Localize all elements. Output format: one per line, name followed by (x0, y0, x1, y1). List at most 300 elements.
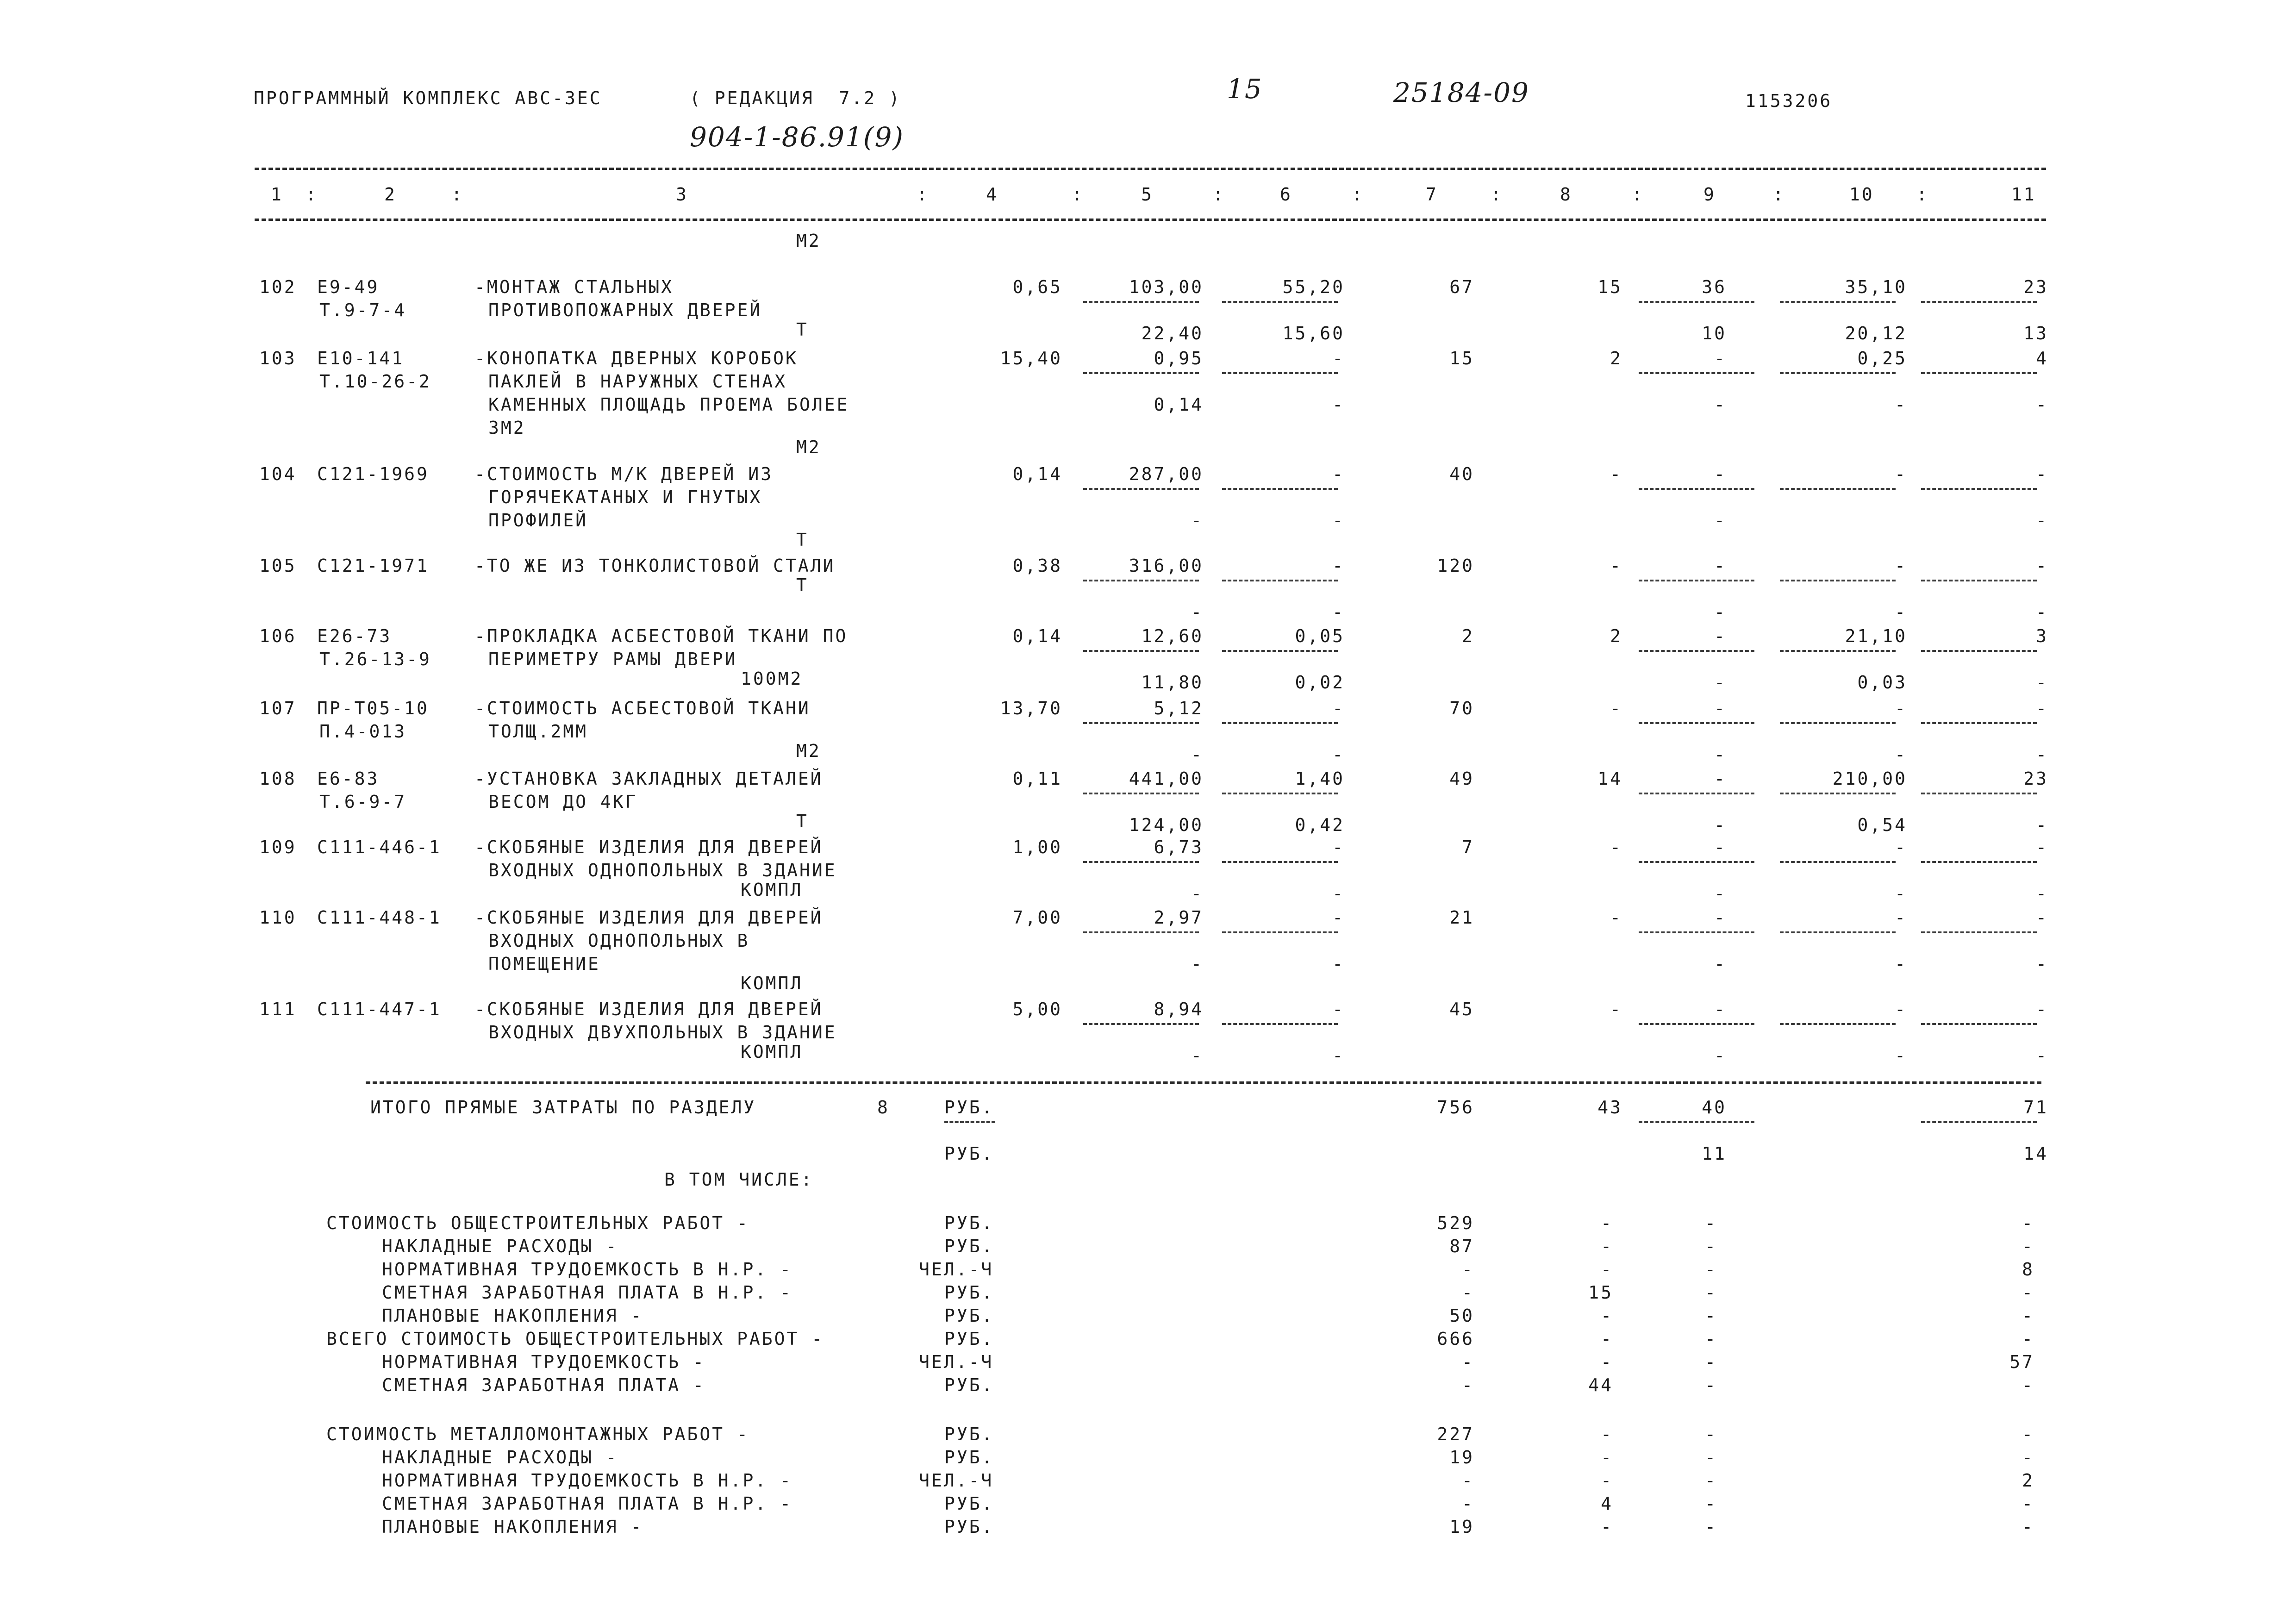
summary-wages: - (1601, 1517, 1613, 1537)
cell-separator (1083, 488, 1199, 490)
machine-cost: - (1714, 837, 1727, 857)
work-description-line: -СКОБЯНЫЕ ИЗДЕЛИЯ ДЛЯ ДВЕРЕЙ (474, 907, 823, 928)
column-header-1: 1 (271, 184, 283, 205)
summary-unit: РУБ. (944, 1375, 994, 1395)
rate-code-ref: Т.26-13-9 (319, 649, 431, 669)
cell-separator (1780, 722, 1896, 724)
labor-unit-b: - (1895, 1045, 1907, 1066)
labor-unit-b: - (1895, 744, 1907, 765)
summary-machine: - (1705, 1282, 1717, 1303)
cell-separator (1083, 301, 1199, 303)
column-header-3: 3 (676, 184, 688, 205)
unit-operation-wage: - (1332, 510, 1345, 531)
unit-cost-wage: 0,14 (1154, 394, 1204, 415)
summary-wages: 15 (1588, 1282, 1613, 1303)
unit-cost: 441,00 (1129, 768, 1204, 789)
machine-cost: - (1714, 464, 1727, 484)
work-description-line: ВХОДНЫХ ОДНОПОЛЬНЫХ В (488, 931, 750, 951)
labor-unit-b: - (1895, 394, 1907, 415)
summary-machine: - (1705, 1352, 1717, 1372)
labor-unit: 0,25 (1857, 348, 1907, 369)
unit-of-measure: 100М2 (741, 668, 803, 689)
summary-machine: - (1705, 1493, 1717, 1514)
total-cost: 67 (1449, 277, 1474, 297)
unit-cost-wage: 22,40 (1141, 323, 1204, 344)
row-number: 106 (259, 626, 297, 646)
cell-separator (1780, 301, 1896, 303)
labor-unit: - (1895, 907, 1907, 928)
machine-wage: - (1714, 815, 1727, 835)
column-separator: : (917, 184, 929, 205)
summary-machine: - (1705, 1375, 1717, 1395)
column-header-5: 5 (1141, 184, 1154, 205)
wages: 15 (1597, 277, 1622, 297)
work-description-line: -СТОИМОСТЬ М/К ДВЕРЕЙ ИЗ (474, 464, 774, 484)
unit-operation-cost: 0,05 (1295, 626, 1345, 646)
machine-wage: - (1714, 744, 1727, 765)
rate-code: С121-1969 (317, 464, 429, 484)
cell-separator (1222, 793, 1338, 794)
cell-separator (1921, 372, 2037, 374)
summary-unit: ЧЕЛ.-Ч (919, 1470, 994, 1491)
total-label: ИТОГО ПРЯМЫЕ ЗАТРАТЫ ПО РАЗДЕЛУ (370, 1097, 756, 1118)
cell-separator (1639, 1121, 1754, 1123)
including-heading: В ТОМ ЧИСЛЕ: (664, 1169, 814, 1190)
summary-machine: - (1705, 1447, 1717, 1468)
cell-separator (1780, 488, 1896, 490)
unit-of-measure: Т (796, 575, 809, 595)
labor-unit-b: 20,12 (1845, 323, 1907, 344)
quantity: 0,11 (1012, 768, 1062, 789)
total-cost: 49 (1449, 768, 1474, 789)
summary-machine: - (1705, 1213, 1717, 1233)
labor-unit: - (1895, 556, 1907, 576)
unit-operation-wage: - (1332, 394, 1345, 415)
summary-unit: РУБ. (944, 1236, 994, 1256)
wages: - (1610, 698, 1622, 718)
summary-label: НАКЛАДНЫЕ РАСХОДЫ - (382, 1236, 618, 1256)
summary-label: ПЛАНОВЫЕ НАКОПЛЕНИЯ - (382, 1517, 643, 1537)
unit-of-measure: Т (796, 811, 809, 831)
summary-wages: - (1601, 1447, 1613, 1468)
quantity: 1,00 (1012, 837, 1062, 857)
column-header-7: 7 (1426, 184, 1438, 205)
labor-unit-b: - (1895, 954, 1907, 974)
work-description-line: -ТО ЖЕ ИЗ ТОНКОЛИСТОВОЙ СТАЛИ (474, 556, 836, 576)
row-number: 111 (259, 999, 297, 1019)
column-separator: : (1072, 184, 1084, 205)
summary-label: СМЕТНАЯ ЗАРАБОТНАЯ ПЛАТА В Н.Р. - (382, 1282, 792, 1303)
machine-wage: - (1714, 394, 1727, 415)
work-description-line: ГОРЯЧЕКАТАНЫХ И ГНУТЫХ (488, 487, 762, 507)
machine-wage: - (1714, 954, 1727, 974)
cell-separator (1222, 650, 1338, 652)
total-labor-value-2: 14 (2023, 1143, 2048, 1164)
column-separator: : (1773, 184, 1785, 205)
total-cost-value: 756 (1437, 1097, 1474, 1118)
summary-label: НОРМАТИВНАЯ ТРУДОЕМКОСТЬ - (382, 1352, 705, 1372)
work-description-line: КАМЕННЫХ ПЛОЩАДЬ ПРОЕМА БОЛЕЕ (488, 394, 849, 415)
column-header-8: 8 (1560, 184, 1572, 205)
machine-wage: - (1714, 1045, 1727, 1066)
rate-code: С111-447-1 (317, 999, 442, 1019)
labor-unit: - (1895, 837, 1907, 857)
machine-wage: - (1714, 510, 1727, 531)
rate-code: Е10-141 (317, 348, 405, 369)
cell-separator (1921, 931, 2037, 933)
page-number: 15 (1227, 73, 1263, 105)
unit-operation-wage: - (1332, 602, 1345, 622)
cell-separator (1222, 488, 1338, 490)
unit-of-measure: Т (796, 319, 809, 340)
cell-separator (1780, 580, 1896, 581)
work-description-line: -УСТАНОВКА ЗАКЛАДНЫХ ДЕТАЛЕЙ (474, 768, 823, 789)
cell-separator (1921, 793, 2037, 794)
column-separator: : (1352, 184, 1364, 205)
total-cost: 120 (1437, 556, 1474, 576)
cell-separator (1639, 722, 1754, 724)
unit-cost-wage: - (1191, 744, 1204, 765)
rate-code-ref: Т.9-7-4 (319, 300, 407, 320)
work-description-line: -ПРОКЛАДКА АСБЕСТОВОЙ ТКАНИ ПО (474, 626, 848, 646)
work-description-line: ТОЛЩ.2ММ (488, 721, 588, 742)
summary-machine: - (1705, 1517, 1717, 1537)
summary-labor: - (2022, 1517, 2034, 1537)
unit-operation-cost: - (1332, 698, 1345, 718)
rate-code: Е9-49 (317, 277, 380, 297)
labor-total-b: - (2036, 394, 2048, 415)
unit-cost: 103,00 (1129, 277, 1204, 297)
unit-operation-wage: - (1332, 744, 1345, 765)
summary-wages: - (1601, 1305, 1613, 1326)
rate-code: Е26-73 (317, 626, 392, 646)
summary-total-cost: 529 (1437, 1213, 1474, 1233)
work-description-line: -КОНОПАТКА ДВЕРНЫХ КОРОБОК (474, 348, 798, 369)
cell-separator (1083, 580, 1199, 581)
summary-total-cost: 19 (1449, 1517, 1474, 1537)
rate-code: С111-446-1 (317, 837, 442, 857)
program-name: ПРОГРАММНЫЙ КОМПЛЕКС АВС-3ЕС (254, 88, 602, 108)
labor-total-b: - (2036, 744, 2048, 765)
unit-cost-wage: - (1191, 1045, 1204, 1066)
summary-labor: - (2022, 1282, 2034, 1303)
summary-machine: - (1705, 1236, 1717, 1256)
total-cost: 2 (1462, 626, 1474, 646)
unit-operation-cost: - (1332, 464, 1345, 484)
cell-separator (1222, 580, 1338, 581)
work-description-line: -СКОБЯНЫЕ ИЗДЕЛИЯ ДЛЯ ДВЕРЕЙ (474, 999, 823, 1019)
cell-separator (1639, 650, 1754, 652)
summary-total-cost: 50 (1449, 1305, 1474, 1326)
cell-separator (1639, 793, 1754, 794)
column-separator: : (306, 184, 318, 205)
summary-machine: - (1705, 1305, 1717, 1326)
cell-separator (1222, 372, 1338, 374)
cell-separator (1921, 650, 2037, 652)
labor-total: - (2036, 837, 2048, 857)
summary-labor: - (2022, 1447, 2034, 1468)
labor-total: 4 (2036, 348, 2048, 369)
work-description-line: -СКОБЯНЫЕ ИЗДЕЛИЯ ДЛЯ ДВЕРЕЙ (474, 837, 823, 857)
unit-operation-cost: - (1332, 907, 1345, 928)
total-section-number: 8 (877, 1097, 890, 1118)
quantity: 5,00 (1012, 999, 1062, 1019)
summary-labor: 2 (2022, 1470, 2034, 1491)
labor-total: - (2036, 907, 2048, 928)
summary-label: ВСЕГО СТОИМОСТЬ ОБЩЕСТРОИТЕЛЬНЫХ РАБОТ - (326, 1329, 824, 1349)
labor-total-b: - (2036, 602, 2048, 622)
summary-unit: ЧЕЛ.-Ч (919, 1259, 994, 1280)
labor-total: 23 (2023, 768, 2048, 789)
summary-machine: - (1705, 1259, 1717, 1280)
cell-separator (1921, 301, 2037, 303)
total-cost: 40 (1449, 464, 1474, 484)
work-description-line: ПОМЕЩЕНИЕ (488, 954, 600, 974)
machine-cost: - (1714, 999, 1727, 1019)
summary-wages: - (1601, 1470, 1613, 1491)
cell-separator (1780, 931, 1896, 933)
unit-operation-wage: 15,60 (1282, 323, 1345, 344)
cell-separator (1083, 1023, 1199, 1025)
row-number: 108 (259, 768, 297, 789)
labor-total: - (2036, 556, 2048, 576)
quantity: 0,14 (1012, 626, 1062, 646)
unit-cost: 12,60 (1141, 626, 1204, 646)
wages: - (1610, 837, 1622, 857)
total-cost: 15 (1449, 348, 1474, 369)
cell-separator (1921, 861, 2037, 863)
summary-labor: - (2022, 1375, 2034, 1395)
summary-unit: РУБ. (944, 1424, 994, 1444)
column-header-6: 6 (1280, 184, 1292, 205)
labor-total-b: 13 (2023, 323, 2048, 344)
top-unit: М2 (796, 231, 821, 251)
wages: - (1610, 556, 1622, 576)
cell-separator (1921, 580, 2037, 581)
summary-labor: - (2022, 1329, 2034, 1349)
cell-separator (1639, 861, 1754, 863)
summary-unit: РУБ. (944, 1282, 994, 1303)
summary-machine: - (1705, 1424, 1717, 1444)
summary-total-cost: - (1462, 1375, 1474, 1395)
machine-cost: - (1714, 556, 1727, 576)
summary-unit: РУБ. (944, 1447, 994, 1468)
labor-unit-b: - (1895, 602, 1907, 622)
cell-separator (1780, 372, 1896, 374)
summary-labor: - (2022, 1493, 2034, 1514)
unit-of-measure: М2 (796, 741, 821, 761)
document-code: 1153206 (1745, 91, 1833, 111)
row-number: 103 (259, 348, 297, 369)
machine-wage: - (1714, 672, 1727, 693)
total-wages-value: 43 (1597, 1097, 1622, 1118)
work-description-line: ВХОДНЫХ ОДНОПОЛЬНЫХ В ЗДАНИЕ (488, 860, 837, 881)
summary-label: ПЛАНОВЫЕ НАКОПЛЕНИЯ - (382, 1305, 643, 1326)
work-description-line: ПРОФИЛЕЙ (488, 510, 588, 531)
rate-code: С121-1971 (317, 556, 429, 576)
summary-wages: 44 (1588, 1375, 1613, 1395)
rate-code-ref: Т.6-9-7 (319, 792, 407, 812)
wages: 2 (1610, 348, 1622, 369)
labor-total-b: - (2036, 815, 2048, 835)
unit-cost-wage: 11,80 (1141, 672, 1204, 693)
summary-labor: - (2022, 1305, 2034, 1326)
unit-operation-wage: - (1332, 954, 1345, 974)
row-number: 109 (259, 837, 297, 857)
summary-unit: РУБ. (944, 1493, 994, 1514)
labor-total-b: - (2036, 672, 2048, 693)
summary-total-cost: - (1462, 1493, 1474, 1514)
machine-wage: - (1714, 883, 1727, 904)
unit-cost: 8,94 (1154, 999, 1204, 1019)
unit-operation-cost: 55,20 (1282, 277, 1345, 297)
work-description-line: -МОНТАЖ СТАЛЬНЫХ (474, 277, 674, 297)
work-description-line: ВХОДНЫХ ДВУХПОЛЬНЫХ В ЗДАНИЕ (488, 1022, 837, 1043)
unit-of-measure: Т (796, 530, 809, 550)
total-labor-value: 71 (2023, 1097, 2048, 1118)
work-description-line: ПАКЛЕЙ В НАРУЖНЫХ СТЕНАХ (488, 371, 787, 392)
cell-separator (1780, 793, 1896, 794)
summary-labor: - (2022, 1424, 2034, 1444)
machine-cost: - (1714, 348, 1727, 369)
cell-separator (1222, 301, 1338, 303)
summary-total-cost: - (1462, 1470, 1474, 1491)
cell-separator (1780, 650, 1896, 652)
edition-label: ( РЕДАКЦИЯ 7.2 ) (690, 88, 901, 108)
summary-unit: РУБ. (944, 1305, 994, 1326)
cell-separator (1780, 861, 1896, 863)
total-cost: 21 (1449, 907, 1474, 928)
labor-total: 23 (2023, 277, 2048, 297)
quantity: 0,14 (1012, 464, 1062, 484)
rate-code: ПР-Т05-10 (317, 698, 429, 718)
cell-separator (1639, 372, 1754, 374)
cell-separator (1921, 1023, 2037, 1025)
rate-code-ref: Т.10-26-2 (319, 371, 431, 392)
column-separator: : (1491, 184, 1503, 205)
labor-unit: - (1895, 698, 1907, 718)
column-separator: : (1916, 184, 1929, 205)
total-machine-value: 40 (1702, 1097, 1727, 1118)
cell-separator (1639, 1023, 1754, 1025)
wages: - (1610, 464, 1622, 484)
wages: - (1610, 907, 1622, 928)
unit-of-measure: КОМПЛ (741, 1042, 803, 1062)
header-rule-top (255, 168, 2046, 170)
summary-machine: - (1705, 1470, 1717, 1491)
labor-unit-b: 0,03 (1857, 672, 1907, 693)
wages: - (1610, 999, 1622, 1019)
summary-total-cost: - (1462, 1352, 1474, 1372)
summary-unit: РУБ. (944, 1213, 994, 1233)
cell-separator (1639, 488, 1754, 490)
work-description-line: -СТОИМОСТЬ АСБЕСТОВОЙ ТКАНИ (474, 698, 811, 718)
cell-separator (944, 1121, 995, 1123)
cell-separator (1083, 650, 1199, 652)
unit-operation-wage: - (1332, 1045, 1345, 1066)
unit-cost-wage: - (1191, 954, 1204, 974)
work-description-line: 3М2 (488, 418, 526, 438)
cell-separator (1639, 580, 1754, 581)
total-cost: 45 (1449, 999, 1474, 1019)
row-number: 102 (259, 277, 297, 297)
summary-label: СМЕТНАЯ ЗАРАБОТНАЯ ПЛАТА В Н.Р. - (382, 1493, 792, 1514)
unit-operation-wage: 0,02 (1295, 672, 1345, 693)
summary-wages: - (1601, 1236, 1613, 1256)
summary-wages: 4 (1601, 1493, 1613, 1514)
unit-cost-wage: - (1191, 602, 1204, 622)
row-number: 104 (259, 464, 297, 484)
unit-cost: 2,97 (1154, 907, 1204, 928)
summary-labor: - (2022, 1236, 2034, 1256)
total-cost: 7 (1462, 837, 1474, 857)
cell-separator (1639, 931, 1754, 933)
labor-unit: 210,00 (1832, 768, 1907, 789)
column-separator: : (1213, 184, 1225, 205)
machine-wage: 10 (1702, 323, 1727, 344)
wages: 2 (1610, 626, 1622, 646)
cell-separator (1222, 861, 1338, 863)
quantity: 13,70 (1000, 698, 1062, 718)
unit-operation-cost: - (1332, 556, 1345, 576)
labor-total: - (2036, 464, 2048, 484)
cell-separator (1083, 372, 1199, 374)
unit-cost: 287,00 (1129, 464, 1204, 484)
unit-operation-wage: 0,42 (1295, 815, 1345, 835)
summary-labor: - (2022, 1213, 2034, 1233)
labor-total: - (2036, 999, 2048, 1019)
unit-operation-cost: - (1332, 837, 1345, 857)
cell-separator (1083, 931, 1199, 933)
summary-wages: - (1601, 1352, 1613, 1372)
cell-separator (1222, 1023, 1338, 1025)
project-code: 904-1-86.91(9) (690, 121, 904, 153)
summary-unit: ЧЕЛ.-Ч (919, 1352, 994, 1372)
machine-cost: - (1714, 768, 1727, 789)
labor-unit: - (1895, 999, 1907, 1019)
cell-separator (1083, 793, 1199, 794)
column-header-11: 11 (2011, 184, 2036, 205)
unit-cost-wage: 124,00 (1129, 815, 1204, 835)
summary-labor: 57 (2009, 1352, 2034, 1372)
labor-total-b: - (2036, 1045, 2048, 1066)
labor-total-b: - (2036, 954, 2048, 974)
summary-label: НОРМАТИВНАЯ ТРУДОЕМКОСТЬ В Н.Р. - (382, 1470, 792, 1491)
total-machine-wage-value: 11 (1702, 1143, 1727, 1164)
unit-cost: 5,12 (1154, 698, 1204, 718)
header-rule-bottom (255, 219, 2046, 221)
summary-machine: - (1705, 1329, 1717, 1349)
summary-total-cost: 666 (1437, 1329, 1474, 1349)
column-header-9: 9 (1703, 184, 1716, 205)
quantity: 0,38 (1012, 556, 1062, 576)
unit-cost: 6,73 (1154, 837, 1204, 857)
summary-wages: - (1601, 1213, 1613, 1233)
column-header-10: 10 (1849, 184, 1874, 205)
column-separator: : (1632, 184, 1644, 205)
cell-separator (1921, 1121, 2037, 1123)
cell-separator (1083, 861, 1199, 863)
labor-total: - (2036, 698, 2048, 718)
summary-label: СМЕТНАЯ ЗАРАБОТНАЯ ПЛАТА - (382, 1375, 705, 1395)
document-number: 25184-09 (1393, 77, 1529, 108)
cell-separator (1780, 1023, 1896, 1025)
summary-total-cost: 87 (1449, 1236, 1474, 1256)
labor-unit: - (1895, 464, 1907, 484)
row-number: 107 (259, 698, 297, 718)
summary-label: СТОИМОСТЬ ОБЩЕСТРОИТЕЛЬНЫХ РАБОТ - (326, 1213, 749, 1233)
unit-cost: 0,95 (1154, 348, 1204, 369)
